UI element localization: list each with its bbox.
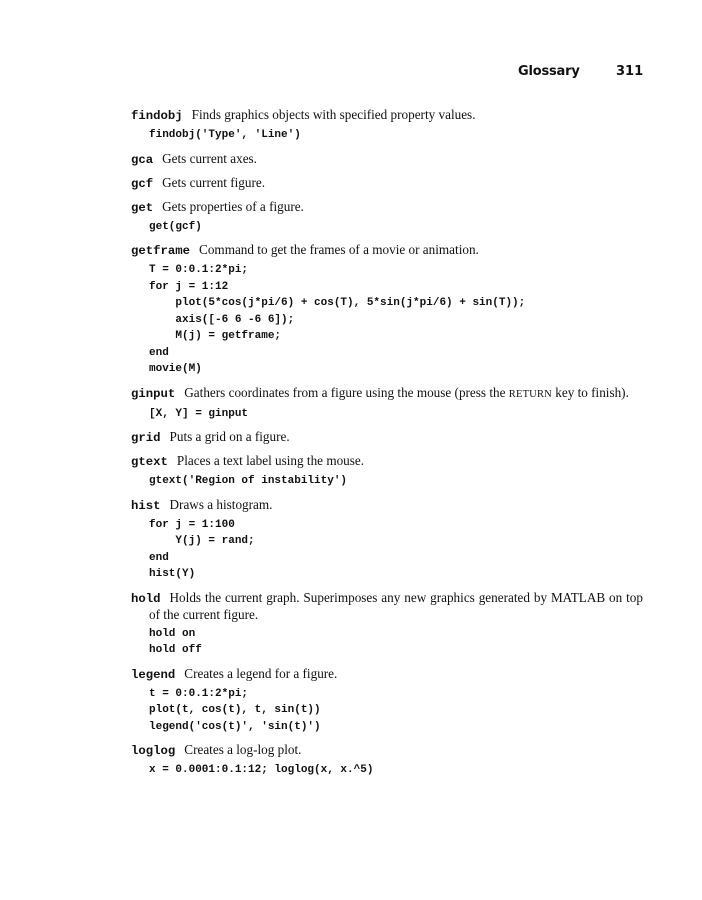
entry-description: Gets properties of a figure. (162, 198, 304, 214)
glossary-entry-gcf (131, 175, 643, 192)
entry-term: loglog (131, 744, 176, 758)
code-line: axis([-6 6 -6 6]); (149, 313, 295, 326)
glossary-entry-legend (131, 666, 643, 736)
entry-description: Holds the current graph. Superimposes any new graphics generated by MATLAB on top of the current figure. (149, 589, 643, 622)
entry-description: Creates a log-log plot. (184, 742, 302, 757)
code-example (131, 127, 643, 144)
code-example (131, 473, 643, 490)
entry-term: hold (131, 591, 161, 606)
glossary-entry-gca (131, 151, 643, 168)
entry-description-end: key to finish). (555, 384, 629, 400)
code-line: movie(M) (149, 363, 202, 375)
entry-definition (131, 742, 643, 759)
entry-description: Gets current axes. (162, 150, 257, 166)
page-number: 311 (616, 64, 644, 79)
glossary-entry-ginput (131, 385, 643, 423)
code-line: Y(j) = rand; (149, 535, 255, 547)
entry-description: Creates a legend for a figure. (184, 665, 338, 681)
glossary-entry-getframe (131, 242, 643, 378)
entry-definition (131, 175, 643, 192)
code-line: for j = 1:12 (149, 280, 229, 293)
entry-term: gcf (131, 176, 154, 191)
running-head-section: Glossary (518, 64, 580, 79)
glossary-entry-hold (131, 590, 643, 659)
glossary-entry-gtext (131, 453, 643, 490)
code-line: end (149, 346, 169, 359)
entry-definition (131, 497, 643, 514)
glossary-content (131, 107, 643, 786)
code-line: get(gcf) (149, 220, 202, 233)
code-line: findobj('Type', 'Line') (149, 129, 301, 141)
entry-definition (131, 590, 643, 623)
entry-definition (131, 199, 643, 216)
code-line: legend('cos(t)', 'sin(t)') (149, 720, 321, 733)
code-line: T = 0:0.1:2*pi; (149, 264, 249, 276)
entry-term: grid (131, 431, 161, 445)
entry-term: getframe (131, 244, 191, 258)
entry-definition (131, 429, 643, 446)
glossary-entry-loglog (131, 742, 643, 779)
entry-definition (131, 385, 643, 403)
entry-description: Command to get the frames of a movie or animation. (199, 242, 479, 257)
code-example (131, 262, 643, 378)
entry-definition (131, 453, 643, 470)
code-line: for j = 1:100 (149, 518, 235, 531)
glossary-entry-hist (131, 497, 643, 583)
glossary-entry-grid (131, 429, 643, 446)
code-line: [X, Y] = ginput (149, 407, 249, 420)
code-example (131, 406, 643, 423)
code-example (131, 762, 643, 779)
entry-term: ginput (131, 386, 176, 401)
code-line: M(j) = getframe; (149, 330, 282, 342)
code-line: plot(t, cos(t), t, sin(t)) (149, 704, 321, 716)
glossary-entry-findobj (131, 107, 643, 144)
code-example (131, 686, 643, 736)
entry-definition (131, 242, 643, 259)
code-line: t = 0:0.1:2*pi; (149, 687, 249, 700)
entry-term: gtext (131, 455, 168, 469)
entry-description: Places a text label using the mouse. (176, 453, 365, 468)
entry-description: Puts a grid on a figure. (169, 429, 290, 444)
entry-term: hist (131, 498, 161, 513)
return-key-label: RETURN (508, 388, 552, 400)
entry-term: findobj (131, 109, 183, 123)
entry-term: legend (131, 667, 176, 682)
code-line: hold off (149, 644, 202, 656)
code-line: hold on (149, 627, 196, 640)
entry-description: Draws a histogram. (169, 496, 273, 512)
code-example (131, 219, 643, 236)
entry-definition (131, 666, 643, 683)
code-line: gtext('Region of instability') (149, 475, 348, 487)
code-example (131, 626, 643, 659)
page-header (0, 64, 702, 84)
code-line: x = 0.0001:0.1:12; loglog(x, x.^5) (149, 764, 374, 776)
code-line: plot(5*cos(j*pi/6) + cos(T), 5*sin(j*pi/6) + sin(T)); (149, 297, 526, 309)
entry-term: get (131, 200, 154, 215)
entry-description: Finds graphics objects with specified property values. (191, 107, 476, 122)
code-example (131, 517, 643, 583)
entry-definition (131, 107, 643, 124)
entry-description: Gathers coordinates from a figure using the mouse (press the (184, 384, 506, 400)
code-line: end (149, 551, 169, 564)
code-line: hist(Y) (149, 568, 196, 580)
entry-term: gca (131, 152, 154, 167)
entry-definition (131, 151, 643, 168)
entry-description: Gets current figure. (162, 174, 266, 190)
glossary-entry-get (131, 199, 643, 236)
